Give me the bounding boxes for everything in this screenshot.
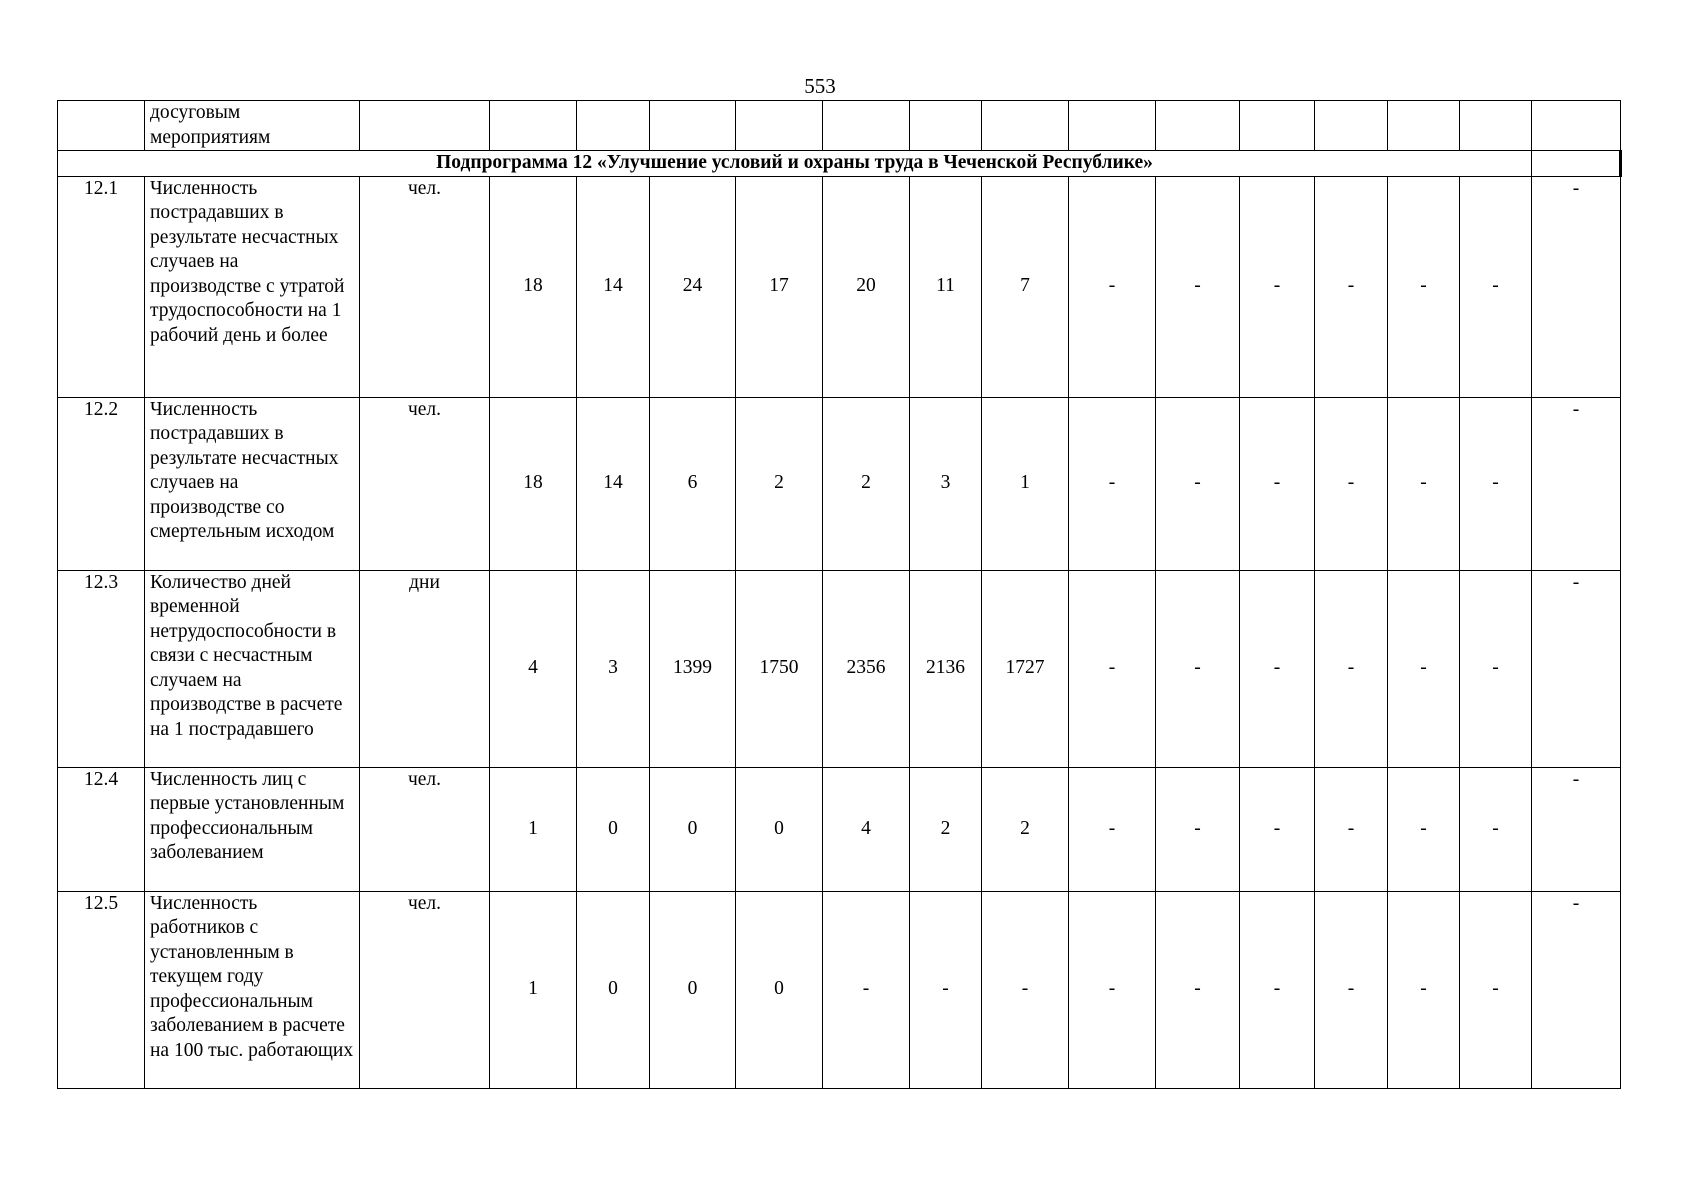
value-cell: - xyxy=(1240,397,1315,570)
value-cell xyxy=(1532,101,1621,151)
value-cell: 0 xyxy=(650,891,736,1088)
value-cell: 2 xyxy=(982,767,1069,891)
value-cell: 20 xyxy=(823,176,910,397)
value-cell: - xyxy=(1388,891,1460,1088)
row-number: 12.2 xyxy=(58,397,145,570)
value-cell xyxy=(910,101,982,151)
value-cell xyxy=(736,101,823,151)
unit-cell xyxy=(360,101,490,151)
value-cell: - xyxy=(982,891,1069,1088)
table-row xyxy=(58,397,1621,570)
value-cell: - xyxy=(1240,570,1315,767)
row-number: 12.1 xyxy=(58,176,145,397)
value-cell: - xyxy=(823,891,910,1088)
value-cell: 2136 xyxy=(910,570,982,767)
value-cell xyxy=(1460,101,1532,151)
last-column-value: - xyxy=(1532,176,1621,397)
value-cell: - xyxy=(1069,397,1156,570)
value-cell: - xyxy=(1388,767,1460,891)
unit: чел. xyxy=(360,891,490,1088)
indicator-name: Численность пострадавших в результате несчастных случаев на производстве с утратой трудоспособности на 1 рабочий день и более xyxy=(145,176,360,397)
value-cell: 18 xyxy=(490,176,577,397)
value-cell: 6 xyxy=(650,397,736,570)
value-cell: - xyxy=(1069,570,1156,767)
indicators-table xyxy=(57,100,1622,1089)
value-cell: 0 xyxy=(577,891,650,1088)
value-cell xyxy=(1156,101,1240,151)
value-cell: 2 xyxy=(910,767,982,891)
page-number: 553 xyxy=(804,74,836,98)
value-cell: 14 xyxy=(577,397,650,570)
value-cell: - xyxy=(1315,176,1388,397)
value-cell: - xyxy=(1315,397,1388,570)
table-row xyxy=(58,570,1621,767)
unit: дни xyxy=(360,570,490,767)
value-cell: 7 xyxy=(982,176,1069,397)
value-cell: - xyxy=(1315,767,1388,891)
value-cell xyxy=(1069,101,1156,151)
unit: чел. xyxy=(360,767,490,891)
value-cell xyxy=(823,101,910,151)
value-cell: - xyxy=(1156,767,1240,891)
table-row xyxy=(58,891,1621,1088)
value-cell: - xyxy=(910,891,982,1088)
indicator-name: Численность работников с установленным в текущем году профессиональным заболеванием в расчете на 100 тыс. работающих xyxy=(145,891,360,1088)
indicator-name: Численность лиц с первые установленным профессиональным заболеванием xyxy=(145,767,360,891)
value-cell: - xyxy=(1240,767,1315,891)
value-cell: 1399 xyxy=(650,570,736,767)
value-cell: 4 xyxy=(490,570,577,767)
value-cell: 2 xyxy=(823,397,910,570)
value-cell: - xyxy=(1156,570,1240,767)
value-cell xyxy=(490,101,577,151)
value-cell: - xyxy=(1460,397,1532,570)
value-cell: - xyxy=(1388,570,1460,767)
value-cell: 18 xyxy=(490,397,577,570)
value-cell xyxy=(1388,101,1460,151)
value-cell: - xyxy=(1315,570,1388,767)
value-cell: 0 xyxy=(650,767,736,891)
value-cell: 4 xyxy=(823,767,910,891)
last-column-value: - xyxy=(1532,891,1621,1088)
indicator-name: Количество дней временной нетрудоспособности в связи с несчастным случаем на производстве в расчете на 1 пострадавшего xyxy=(145,570,360,767)
row-number: 12.3 xyxy=(58,570,145,767)
unit: чел. xyxy=(360,176,490,397)
value-cell: - xyxy=(1315,891,1388,1088)
value-cell: 1727 xyxy=(982,570,1069,767)
row-number: 12.4 xyxy=(58,767,145,891)
subprogram-title: Подпрограмма 12 «Улучшение условий и охраны труда в Чеченской Республике» xyxy=(58,151,1532,177)
last-column-value: - xyxy=(1532,570,1621,767)
value-cell: - xyxy=(1069,176,1156,397)
value-cell xyxy=(1315,101,1388,151)
indicator-name: Численность пострадавших в результате несчастных случаев на производстве со смертельным исходом xyxy=(145,397,360,570)
value-cell: - xyxy=(1069,767,1156,891)
value-cell: - xyxy=(1388,176,1460,397)
row-number: 12.5 xyxy=(58,891,145,1088)
value-cell xyxy=(1240,101,1315,151)
last-column-value: - xyxy=(1532,767,1621,891)
value-cell: - xyxy=(1460,176,1532,397)
value-cell: - xyxy=(1156,891,1240,1088)
value-cell: 1 xyxy=(490,891,577,1088)
value-cell: - xyxy=(1240,891,1315,1088)
value-cell: 1750 xyxy=(736,570,823,767)
value-cell: 2356 xyxy=(823,570,910,767)
value-cell: - xyxy=(1388,397,1460,570)
table-row xyxy=(58,176,1621,397)
subprogram-empty-cell xyxy=(1532,151,1621,177)
value-cell: 3 xyxy=(910,397,982,570)
value-cell: - xyxy=(1240,176,1315,397)
value-cell: 3 xyxy=(577,570,650,767)
indicator-name-cell: досуговым мероприятиям xyxy=(145,101,360,151)
value-cell: 1 xyxy=(982,397,1069,570)
table-row-continued xyxy=(58,101,1621,151)
value-cell: 17 xyxy=(736,176,823,397)
value-cell: - xyxy=(1460,767,1532,891)
value-cell: 0 xyxy=(736,891,823,1088)
unit: чел. xyxy=(360,397,490,570)
value-cell: - xyxy=(1460,891,1532,1088)
value-cell: - xyxy=(1156,176,1240,397)
value-cell: 14 xyxy=(577,176,650,397)
subprogram-header-row xyxy=(58,151,1621,177)
last-column-value: - xyxy=(1532,397,1621,570)
row-number-cell xyxy=(58,101,145,151)
value-cell: 11 xyxy=(910,176,982,397)
value-cell xyxy=(577,101,650,151)
value-cell: - xyxy=(1460,570,1532,767)
value-cell xyxy=(982,101,1069,151)
value-cell: 2 xyxy=(736,397,823,570)
value-cell: - xyxy=(1156,397,1240,570)
table-row xyxy=(58,767,1621,891)
value-cell xyxy=(650,101,736,151)
value-cell: 24 xyxy=(650,176,736,397)
value-cell: - xyxy=(1069,891,1156,1088)
value-cell: 0 xyxy=(736,767,823,891)
value-cell: 1 xyxy=(490,767,577,891)
value-cell: 0 xyxy=(577,767,650,891)
